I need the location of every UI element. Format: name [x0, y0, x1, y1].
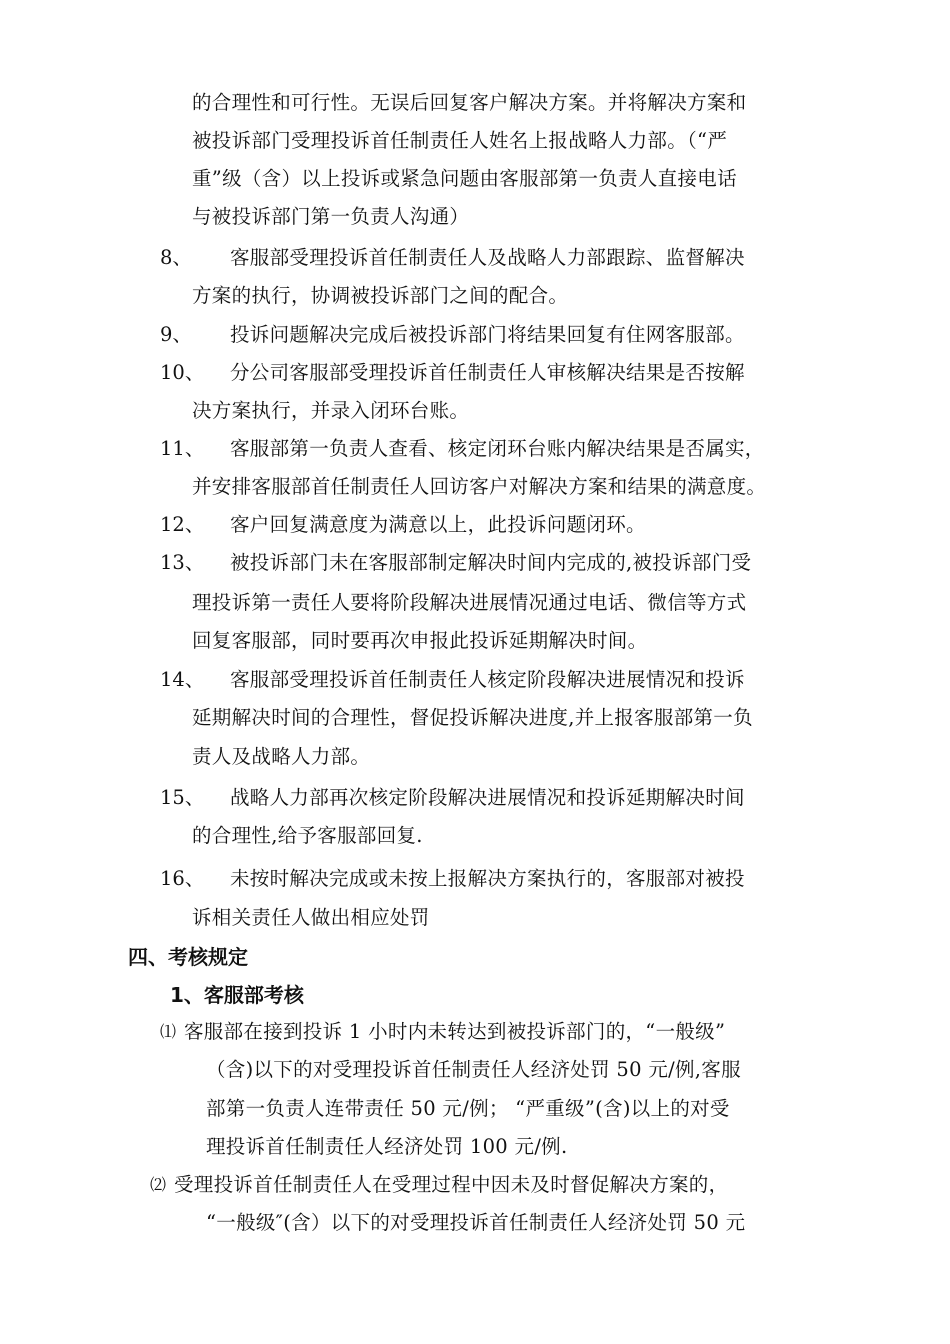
item-text: 客服部受理投诉首任制责任人及战略人力部跟踪、监督解决 [230, 246, 745, 269]
item-text: 被投诉部门未在客服部制定解决时间内完成的,被投诉部门受 [230, 551, 752, 574]
item-number: 9、 [160, 323, 192, 346]
item-number: 10、 [160, 361, 205, 384]
item-text: 延期解决时间的合理性，督促投诉解决进度,并上报客服部第一负 [192, 706, 753, 729]
clause-text: 客服部在接到投诉 1 小时内未转达到被投诉部门的，“一般级” [184, 1020, 726, 1043]
item-text: 客服部第一负责人查看、核定闭环台账内解决结果是否属实， [230, 437, 765, 460]
intro-line-3: 重”级（含）以上投诉或紧急问题由客服部第一负责人直接电话 [192, 167, 737, 190]
item-text: 未按时解决完成或未按上报解决方案执行的，客服部对被投 [230, 867, 745, 890]
clause-text: 部第一负责人连带责任 50 元/例； “严重级”(含)以上的对受 [206, 1097, 730, 1120]
item-text: 方案的执行，协调被投诉部门之间的配合。 [192, 284, 569, 307]
clause-text: 理投诉首任制责任人经济处罚 100 元/例. [206, 1135, 568, 1158]
item-number: 12、 [160, 513, 205, 536]
item-text: 分公司客服部受理投诉首任制责任人审核解决结果是否按解 [230, 361, 745, 384]
intro-line-2: 被投诉部门受理投诉首任制责任人姓名上报战略人力部。（“严 [192, 129, 728, 152]
intro-line-1: 的合理性和可行性。无误后回复客户解决方案。并将解决方案和 [192, 91, 747, 114]
item-text: 并安排客服部首任制责任人回访客户对解决方案和结果的满意度。 [192, 475, 767, 498]
clause-text: 受理投诉首任制责任人在受理过程中因未及时督促解决方案的， [174, 1173, 729, 1196]
item-number: 16、 [160, 867, 205, 890]
item-number: 11、 [160, 437, 205, 460]
subsection-heading: 1、客服部考核 [170, 983, 304, 1007]
clause-text: “一般级″(含）以下的对受理投诉首任制责任人经济处罚 50 元 [206, 1211, 746, 1234]
item-text: 客户回复满意度为满意以上，此投诉问题闭环。 [230, 513, 646, 536]
item-text: 投诉问题解决完成后被投诉部门将结果回复有住网客服部。 [230, 323, 745, 346]
item-number: 15、 [160, 786, 205, 809]
item-number: 8、 [160, 246, 192, 269]
clause-marker: ⑴ [160, 1022, 177, 1041]
item-text: 的合理性,给予客服部回复. [192, 824, 423, 847]
clause-marker: ⑵ [150, 1175, 167, 1194]
item-number: 13、 [160, 551, 205, 574]
item-text: 客服部受理投诉首任制责任人核定阶段解决进展情况和投诉 [230, 668, 745, 691]
item-text: 回复客服部，同时要再次申报此投诉延期解决时间。 [192, 629, 648, 652]
clause-text: （含)以下的对受理投诉首任制责任人经济处罚 50 元/例,客服 [206, 1058, 741, 1081]
item-text: 理投诉第一责任人要将阶段解决进展情况通过电话、微信等方式 [192, 591, 747, 614]
item-text: 决方案执行，并录入闭环台账。 [192, 399, 470, 422]
intro-line-4: 与被投诉部门第一负责人沟通） [192, 205, 470, 228]
item-number: 14、 [160, 668, 205, 691]
section-heading: 四、考核规定 [128, 945, 248, 969]
item-text: 责人及战略人力部。 [192, 745, 371, 768]
item-text: 战略人力部再次核定阶段解决进展情况和投诉延期解决时间 [230, 786, 745, 809]
item-text: 诉相关责任人做出相应处罚 [192, 906, 430, 929]
